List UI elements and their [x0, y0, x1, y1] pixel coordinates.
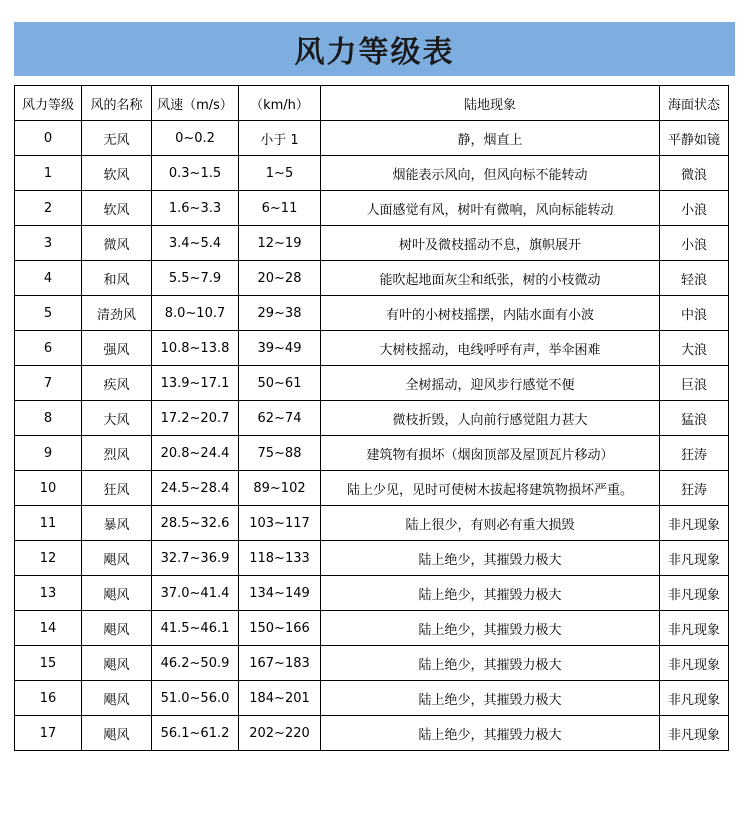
- cell-land-phenomena: 烟能表示风向，但风向标不能转动: [321, 156, 660, 191]
- table-row: [15, 191, 729, 226]
- cell-name: 飓风: [82, 646, 152, 681]
- cell-name: 微风: [82, 226, 152, 261]
- cell-speed-ms: 51.0~56.0: [152, 681, 239, 716]
- cell-speed-ms: 8.0~10.7: [152, 296, 239, 331]
- header-name: 风的名称: [82, 86, 152, 121]
- cell-speed-kmh: 6~11: [239, 191, 321, 226]
- table-row: [15, 261, 729, 296]
- cell-speed-kmh: 150~166: [239, 611, 321, 646]
- cell-name: 飓风: [82, 716, 152, 751]
- cell-land-phenomena: 人面感觉有风，树叶有微响，风向标能转动: [321, 191, 660, 226]
- cell-sea-state: 非凡现象: [660, 646, 729, 681]
- cell-sea-state: 小浪: [660, 226, 729, 261]
- cell-speed-kmh: 167~183: [239, 646, 321, 681]
- cell-speed-ms: 20.8~24.4: [152, 436, 239, 471]
- cell-speed-kmh: 184~201: [239, 681, 321, 716]
- cell-speed-ms: 37.0~41.4: [152, 576, 239, 611]
- cell-level: 16: [15, 681, 82, 716]
- cell-sea-state: 狂涛: [660, 471, 729, 506]
- cell-speed-ms: 5.5~7.9: [152, 261, 239, 296]
- cell-land-phenomena: 能吹起地面灰尘和纸张，树的小枝微动: [321, 261, 660, 296]
- cell-sea-state: 平静如镜: [660, 121, 729, 156]
- cell-sea-state: 轻浪: [660, 261, 729, 296]
- cell-speed-ms: 13.9~17.1: [152, 366, 239, 401]
- header-speed-kmh: （km/h）: [239, 86, 321, 121]
- cell-land-phenomena: 有叶的小树枝摇摆，内陆水面有小波: [321, 296, 660, 331]
- cell-speed-ms: 46.2~50.9: [152, 646, 239, 681]
- table-row: [15, 331, 729, 366]
- cell-level: 6: [15, 331, 82, 366]
- cell-land-phenomena: 陆上绝少，其摧毁力极大: [321, 576, 660, 611]
- cell-speed-kmh: 89~102: [239, 471, 321, 506]
- cell-speed-kmh: 134~149: [239, 576, 321, 611]
- cell-speed-kmh: 29~38: [239, 296, 321, 331]
- table-row: [15, 436, 729, 471]
- cell-level: 1: [15, 156, 82, 191]
- cell-speed-kmh: 20~28: [239, 261, 321, 296]
- cell-speed-ms: 24.5~28.4: [152, 471, 239, 506]
- table-row: [15, 506, 729, 541]
- cell-sea-state: 非凡现象: [660, 681, 729, 716]
- table-row: [15, 366, 729, 401]
- table-row: [15, 611, 729, 646]
- cell-land-phenomena: 微枝折毁，人向前行感觉阻力甚大: [321, 401, 660, 436]
- cell-name: 飓风: [82, 681, 152, 716]
- cell-name: 烈风: [82, 436, 152, 471]
- cell-speed-ms: 32.7~36.9: [152, 541, 239, 576]
- table-row: [15, 226, 729, 261]
- table-row: [15, 541, 729, 576]
- table-row: [15, 471, 729, 506]
- cell-name: 飓风: [82, 611, 152, 646]
- cell-speed-kmh: 39~49: [239, 331, 321, 366]
- cell-sea-state: 非凡现象: [660, 506, 729, 541]
- cell-speed-kmh: 12~19: [239, 226, 321, 261]
- cell-speed-kmh: 118~133: [239, 541, 321, 576]
- cell-level: 13: [15, 576, 82, 611]
- cell-speed-ms: 10.8~13.8: [152, 331, 239, 366]
- cell-speed-kmh: 75~88: [239, 436, 321, 471]
- cell-level: 0: [15, 121, 82, 156]
- cell-level: 14: [15, 611, 82, 646]
- cell-speed-ms: 0.3~1.5: [152, 156, 239, 191]
- cell-name: 飓风: [82, 576, 152, 611]
- cell-level: 9: [15, 436, 82, 471]
- cell-level: 17: [15, 716, 82, 751]
- cell-speed-ms: 0~0.2: [152, 121, 239, 156]
- cell-sea-state: 巨浪: [660, 366, 729, 401]
- cell-land-phenomena: 静，烟直上: [321, 121, 660, 156]
- cell-speed-ms: 17.2~20.7: [152, 401, 239, 436]
- cell-speed-kmh: 62~74: [239, 401, 321, 436]
- cell-land-phenomena: 陆上很少，有则必有重大损毁: [321, 506, 660, 541]
- cell-land-phenomena: 陆上绝少，其摧毁力极大: [321, 611, 660, 646]
- cell-level: 5: [15, 296, 82, 331]
- page-title: 风力等级表: [294, 35, 455, 70]
- cell-speed-ms: 1.6~3.3: [152, 191, 239, 226]
- wind-scale-table: [14, 85, 729, 751]
- cell-level: 2: [15, 191, 82, 226]
- cell-land-phenomena: 大树枝摇动，电线呼呼有声，举伞困难: [321, 331, 660, 366]
- cell-speed-ms: 3.4~5.4: [152, 226, 239, 261]
- cell-sea-state: 大浪: [660, 331, 729, 366]
- cell-name: 暴风: [82, 506, 152, 541]
- cell-name: 无风: [82, 121, 152, 156]
- cell-level: 10: [15, 471, 82, 506]
- cell-level: 12: [15, 541, 82, 576]
- cell-name: 狂风: [82, 471, 152, 506]
- cell-sea-state: 微浪: [660, 156, 729, 191]
- cell-land-phenomena: 陆上少见，见时可使树木拔起将建筑物损坏严重。: [321, 471, 660, 506]
- header-row: [15, 86, 729, 121]
- table-body: [15, 121, 729, 751]
- header-speed-ms: 风速（m/s）: [152, 86, 239, 121]
- cell-land-phenomena: 陆上绝少，其摧毁力极大: [321, 541, 660, 576]
- cell-speed-kmh: 50~61: [239, 366, 321, 401]
- cell-land-phenomena: 树叶及微枝摇动不息，旗帜展开: [321, 226, 660, 261]
- header-land-phenomena: 陆地现象: [321, 86, 660, 121]
- cell-sea-state: 小浪: [660, 191, 729, 226]
- cell-speed-kmh: 103~117: [239, 506, 321, 541]
- table-row: [15, 681, 729, 716]
- cell-level: 7: [15, 366, 82, 401]
- cell-speed-ms: 56.1~61.2: [152, 716, 239, 751]
- cell-sea-state: 猛浪: [660, 401, 729, 436]
- cell-level: 15: [15, 646, 82, 681]
- header-level: 风力等级: [15, 86, 82, 121]
- cell-level: 11: [15, 506, 82, 541]
- cell-name: 飓风: [82, 541, 152, 576]
- cell-land-phenomena: 陆上绝少，其摧毁力极大: [321, 681, 660, 716]
- table-row: [15, 296, 729, 331]
- cell-name: 强风: [82, 331, 152, 366]
- cell-sea-state: 非凡现象: [660, 716, 729, 751]
- table-row: [15, 646, 729, 681]
- cell-speed-ms: 28.5~32.6: [152, 506, 239, 541]
- cell-level: 8: [15, 401, 82, 436]
- cell-name: 和风: [82, 261, 152, 296]
- header-sea-state: 海面状态: [660, 86, 729, 121]
- table-row: [15, 121, 729, 156]
- cell-speed-kmh: 202~220: [239, 716, 321, 751]
- cell-name: 清劲风: [82, 296, 152, 331]
- cell-name: 软风: [82, 156, 152, 191]
- cell-sea-state: 狂涛: [660, 436, 729, 471]
- cell-land-phenomena: 建筑物有损坏（烟囱顶部及屋顶瓦片移动）: [321, 436, 660, 471]
- cell-level: 3: [15, 226, 82, 261]
- table-row: [15, 576, 729, 611]
- cell-land-phenomena: 陆上绝少，其摧毁力极大: [321, 716, 660, 751]
- cell-speed-kmh: 1~5: [239, 156, 321, 191]
- table-row: [15, 156, 729, 191]
- table-row: [15, 401, 729, 436]
- cell-sea-state: 中浪: [660, 296, 729, 331]
- cell-land-phenomena: 陆上绝少，其摧毁力极大: [321, 646, 660, 681]
- cell-speed-ms: 41.5~46.1: [152, 611, 239, 646]
- cell-level: 4: [15, 261, 82, 296]
- cell-land-phenomena: 全树摇动，迎风步行感觉不便: [321, 366, 660, 401]
- cell-sea-state: 非凡现象: [660, 611, 729, 646]
- table-row: [15, 716, 729, 751]
- cell-speed-kmh: 小于 1: [239, 121, 321, 156]
- cell-name: 大风: [82, 401, 152, 436]
- cell-sea-state: 非凡现象: [660, 576, 729, 611]
- cell-name: 软风: [82, 191, 152, 226]
- cell-sea-state: 非凡现象: [660, 541, 729, 576]
- title-banner: [14, 22, 735, 76]
- cell-name: 疾风: [82, 366, 152, 401]
